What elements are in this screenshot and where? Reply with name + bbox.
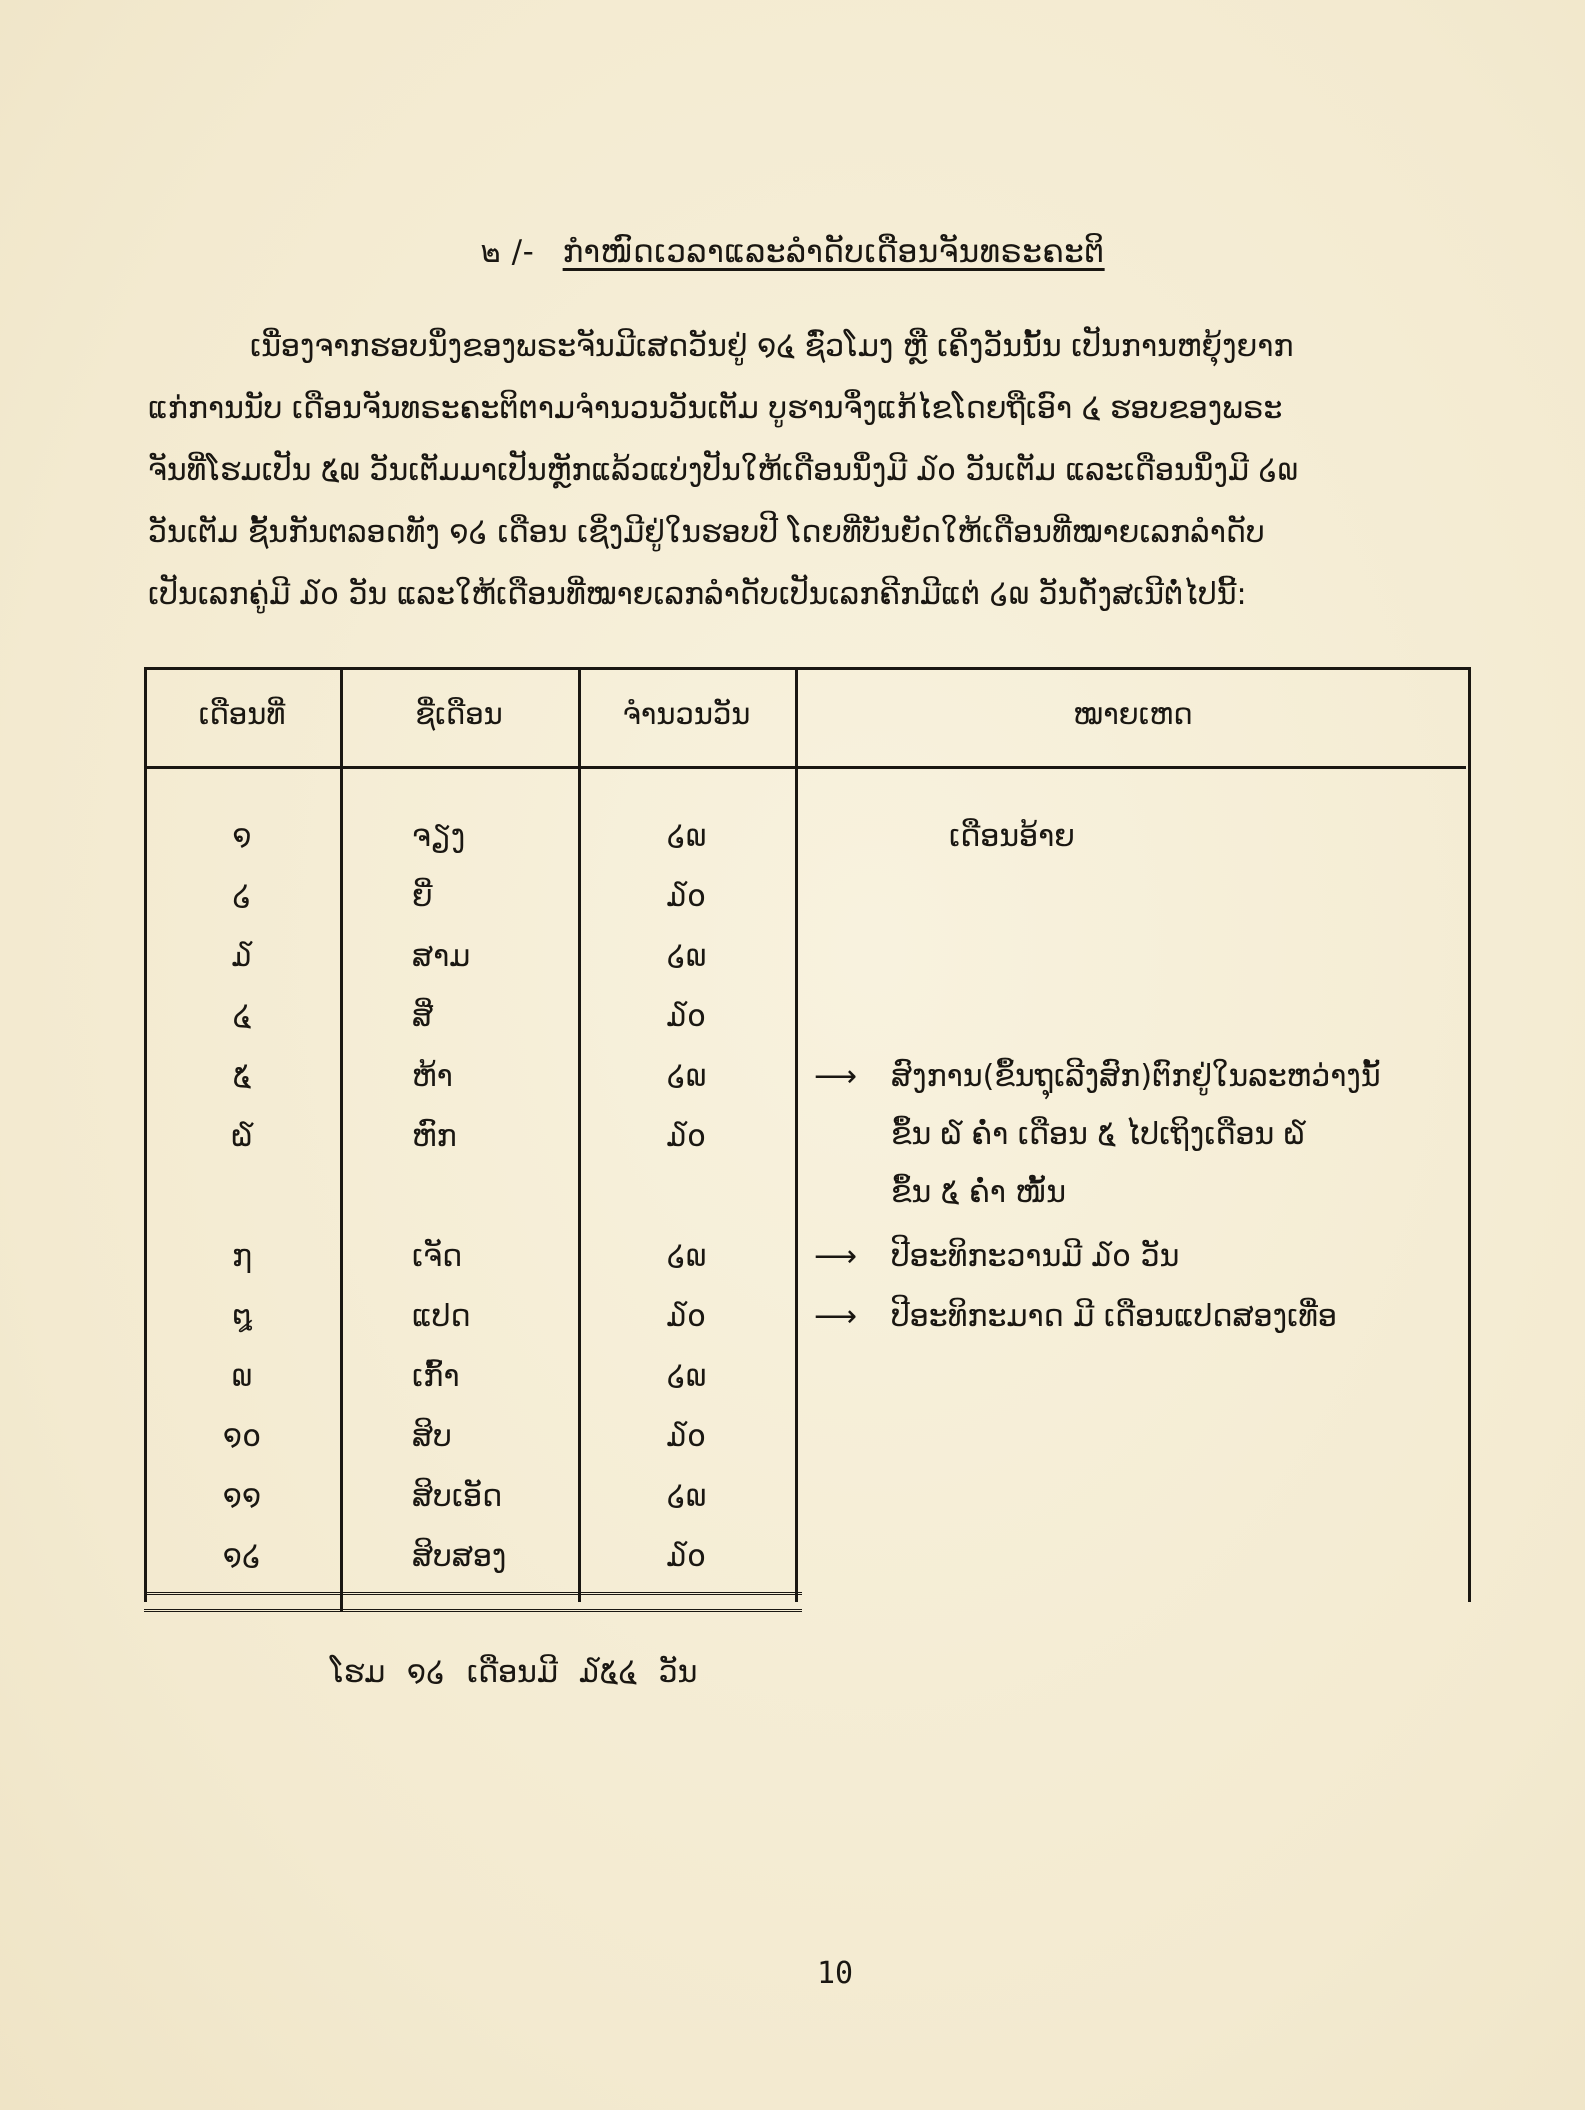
day-count: ໓໐: [666, 999, 707, 1034]
month-name: ຍີ່: [412, 879, 433, 914]
header-month-number: ເດືອນທີ່: [198, 697, 286, 731]
month-number: ໙: [231, 1359, 253, 1394]
month-name: ແປດ: [412, 1299, 471, 1334]
table-row: [144, 1467, 1471, 1527]
day-count: ໓໐: [666, 879, 707, 914]
day-count: ໓໐: [666, 1299, 707, 1334]
month-number: ໘: [231, 1299, 253, 1334]
month-name: ສິບສອງ: [412, 1539, 507, 1574]
month-name: ເຈັດ: [412, 1239, 463, 1274]
day-count: ໒໙: [666, 1479, 707, 1514]
day-count: ໓໐: [666, 1539, 707, 1574]
month-number: ໗: [231, 1239, 253, 1274]
month-number: ໑໐: [222, 1419, 262, 1454]
table-top-border: [144, 667, 1471, 670]
day-count: ໓໐: [666, 1119, 707, 1154]
page-number: 10: [816, 1956, 854, 1991]
intro-line: ແກ່ການນັບ ເດືອນຈັນທຣະຄະຕິຕາມຈຳນວນວັນເຕັມ ບູຮານຈຶ່ງແກ້ໄຂໂດຍຖືເອົາ ໔ ຮອບຂອງພຣະ: [148, 391, 1283, 426]
day-count: ໒໙: [666, 819, 707, 854]
table-row: [144, 1347, 1471, 1407]
section-title: ກຳໜົດເວລາແລະລຳດັບເດືອນຈັນທຣະຄະຕິ: [562, 234, 1105, 270]
remark-text: ປີອະທິກະມາດ ມີ ເດືອນແປດສອງເທື່ອ: [891, 1299, 1337, 1334]
month-number: ໒: [232, 879, 252, 914]
month-number: ໑: [232, 819, 252, 854]
intro-line: ເປັນເລກຄູ່ມີ ໓໐ ວັນ ແລະໃຫ້ເດືອນທີ່ໝາຍເລກລຳດັບເປັນເລກຄີກມີແຕ່ ໒໙ ວັນດັ່ງສເນີຕໍ່ໄປນີ້:: [148, 577, 1247, 612]
table-row: [144, 1527, 1471, 1587]
section-heading: [0, 226, 1585, 276]
header-remarks: ໝາຍເຫດ: [1073, 697, 1193, 731]
day-count: ໒໙: [666, 1359, 707, 1394]
table-row: [144, 927, 1471, 987]
month-number: ໔: [232, 999, 252, 1034]
section-number: ๒ /-: [480, 234, 535, 270]
intro-line: ເນື່ອງຈາກຮອບນຶ່ງຂອງພຣະຈັນມີເສດວັນຢູ່ ໑໔ ຊົ່ວໂມງ ຫຼື ເຄິ່ງວັນນັ້ນ ເປັນການຫຍຸ້ງຍາກ: [250, 329, 1294, 364]
day-count: ໒໙: [666, 1239, 707, 1274]
header-day-count: ຈຳນວນວັນ: [622, 697, 751, 731]
months-table: [144, 667, 1471, 1605]
right-arrow-icon: ⟶: [814, 1299, 858, 1334]
day-count: ໒໙: [666, 1059, 707, 1094]
month-name: ຈຽງ: [412, 819, 466, 854]
remark-line: ຂຶ້ນ ໖ ຄ່ຳ ເດືອນ ໕ ໄປເຖິງເດືອນ ໖: [891, 1117, 1305, 1152]
remark-text: ເດືອນອ້າຍ: [949, 819, 1075, 854]
month-number: ໑໒: [222, 1539, 262, 1574]
intro-line: ວັນເຕັມ ຊັ້ນກັນຕລອດທັງ ໑໒ ເດືອນ ເຊິ່ງມີຢູ່ໃນຮອບປີ ໂດຍທີ່ບັນຍັດໃຫ້ເດືອນທີ່ໝາຍເລກລຳດັບ: [148, 515, 1265, 550]
intro-paragraph: [148, 316, 1493, 626]
month-name: ຫ້າ: [412, 1059, 453, 1094]
month-name: ເກົ້າ: [412, 1359, 460, 1394]
table-row: [144, 987, 1471, 1047]
month-number: ໓: [231, 939, 253, 974]
month-number: ໕: [232, 1059, 252, 1094]
remark-text: ປີອະທິກະວານມີ ໓໐ ວັນ: [891, 1239, 1180, 1274]
month-name: ສາມ: [412, 939, 471, 974]
month-name: ສີ່: [412, 999, 434, 1034]
month-number: ໑໑: [222, 1479, 262, 1514]
day-count: ໒໙: [666, 939, 707, 974]
month-number: ໖: [231, 1119, 253, 1154]
remark-text-block: [891, 1048, 1471, 1222]
day-count: ໓໐: [666, 1419, 707, 1454]
table-row: [144, 867, 1471, 927]
remark-line: ຂຶ້ນ ໕ ຄ່ຳ ໜັ້ນ: [891, 1175, 1067, 1210]
month-name: ຫົກ: [412, 1119, 457, 1154]
right-arrow-icon: ⟶: [814, 1239, 858, 1274]
right-arrow-icon: ⟶: [814, 1059, 858, 1094]
table-double-rule: [144, 1592, 802, 1612]
header-month-name: ຊື່ເດືອນ: [415, 697, 503, 731]
remark-line: ສົງການ(ຂຶ້ນຖຸເລີງສົກ)ຕົກຢູ່ໃນລະຫວ່າງນັ້: [891, 1059, 1381, 1094]
month-name: ສິບເອັດ: [412, 1479, 503, 1514]
table-row: [144, 1407, 1471, 1467]
month-name: ສິບ: [412, 1419, 452, 1454]
total-line: ໂຮມ ໑໒ ເດືອນມີ ໓໕໔ ວັນ: [330, 1655, 698, 1690]
intro-line: ຈັນທີ່ໂຮມເປັນ ໕໙ ວັນເຕັມມາເປັນຫຼັກແລ້ວແບ່ງປັນໃຫ້ເດືອນນຶ່ງມີ ໓໐ ວັນເຕັມ ແລະເດືອນນຶ່ງມີ ໒໙: [148, 453, 1299, 488]
